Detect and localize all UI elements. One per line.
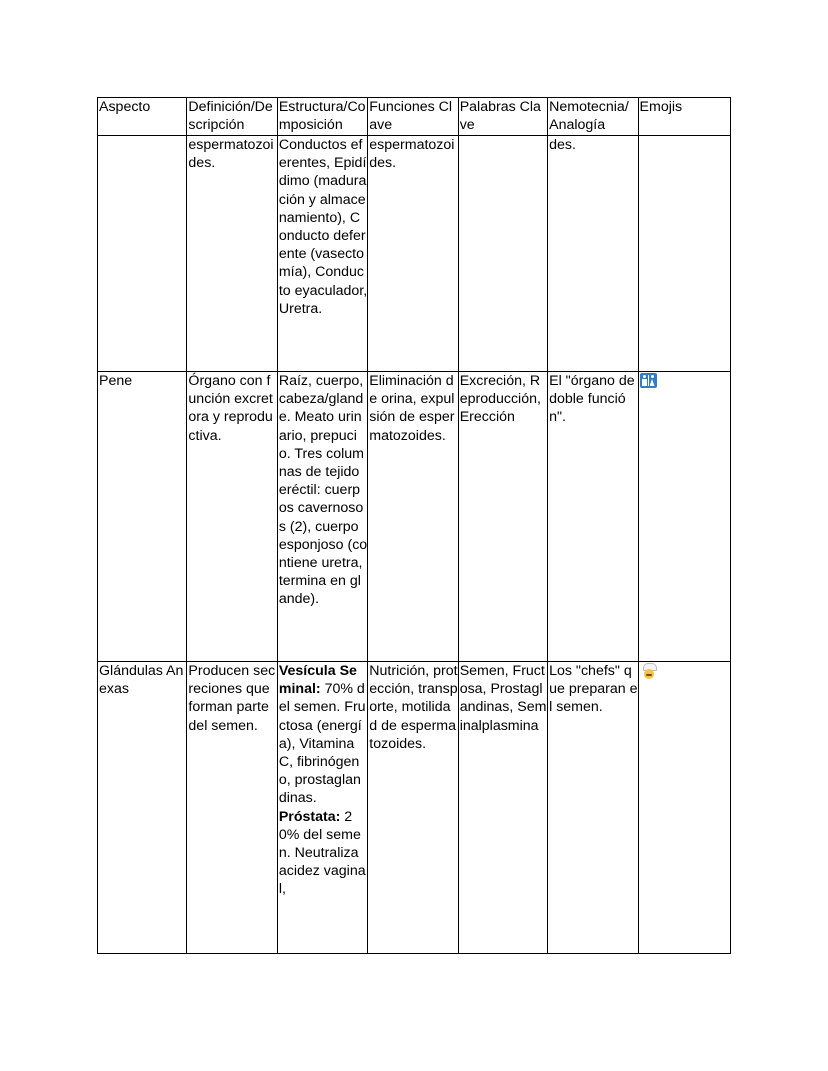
cell-mnemonic: Los "chefs" que preparan el semen. (548, 662, 638, 954)
cell-mnemonic: des. (548, 136, 638, 372)
cell-structure: Raíz, cuerpo, cabeza/glande. Meato urinario, prepucio. Tres columnas de tejido eréctil: cuerpos cavernosos (2), cuerpo esponjoso (contiene uretra, termina en glande). (277, 372, 367, 662)
cell-functions: espermatozoides. (368, 136, 458, 372)
cell-emoji (638, 136, 730, 372)
header-aspecto: Aspecto (98, 98, 187, 136)
cell-keywords (458, 136, 547, 372)
header-funciones: Funciones Clave (368, 98, 458, 136)
chef-icon (640, 663, 658, 680)
header-emojis: Emojis (638, 98, 730, 136)
structure-text-prostata: 20% del semen. Neutraliza acidez vaginal, (278, 808, 366, 898)
cell-keywords: Excreción, Reproducción, Erección (458, 372, 547, 662)
structure-text-vesicula: 70% del semen. Fructosa (energía), Vitamina C, fibrinógeno, prostaglandinas. (278, 681, 366, 807)
structure-heading-prostata: Próstata: (278, 808, 341, 825)
cell-functions: Eliminación de orina, expulsión de espermatozoides. (368, 372, 458, 662)
cell-aspect (98, 136, 187, 372)
cell-definition: Órgano con función excretora y reproductiva. (187, 372, 277, 662)
cell-structure: Conductos eferentes, Epidídimo (maduración y almacenamiento), Conducto deferente (vasectomía), Conducto eyaculador, Uretra. (277, 136, 367, 372)
cell-aspect: Pene (98, 372, 187, 662)
header-nemotecnia: Nemotecnia/Analogía (548, 98, 638, 136)
structure-heading-vesicula: Vesícula Seminal: (278, 663, 357, 698)
cell-definition: espermatozoides. (187, 136, 277, 372)
cell-keywords: Semen, Fructosa, Prostaglandinas, Seminalplasmina (458, 662, 547, 954)
table-row (98, 662, 731, 954)
cell-aspect: Glándulas Anexas (98, 662, 187, 954)
header-palabras: Palabras Clave (458, 98, 547, 136)
restroom-icon (640, 373, 657, 388)
cell-mnemonic: El "órgano de doble función". (548, 372, 638, 662)
header-definicion: Definición/Descripción (187, 98, 277, 136)
cell-functions: Nutrición, protección, transporte, motilidad de espermatozoides. (368, 662, 458, 954)
reproductive-system-table (97, 97, 731, 954)
header-estructura: Estructura/Composición (277, 98, 367, 136)
table-header-row (98, 98, 731, 136)
cell-emoji (638, 662, 730, 954)
cell-emoji (638, 372, 730, 662)
cell-definition: Producen secreciones que forman parte del semen. (187, 662, 277, 954)
table-row (98, 372, 731, 662)
cell-structure (277, 662, 367, 954)
table-row (98, 136, 731, 372)
